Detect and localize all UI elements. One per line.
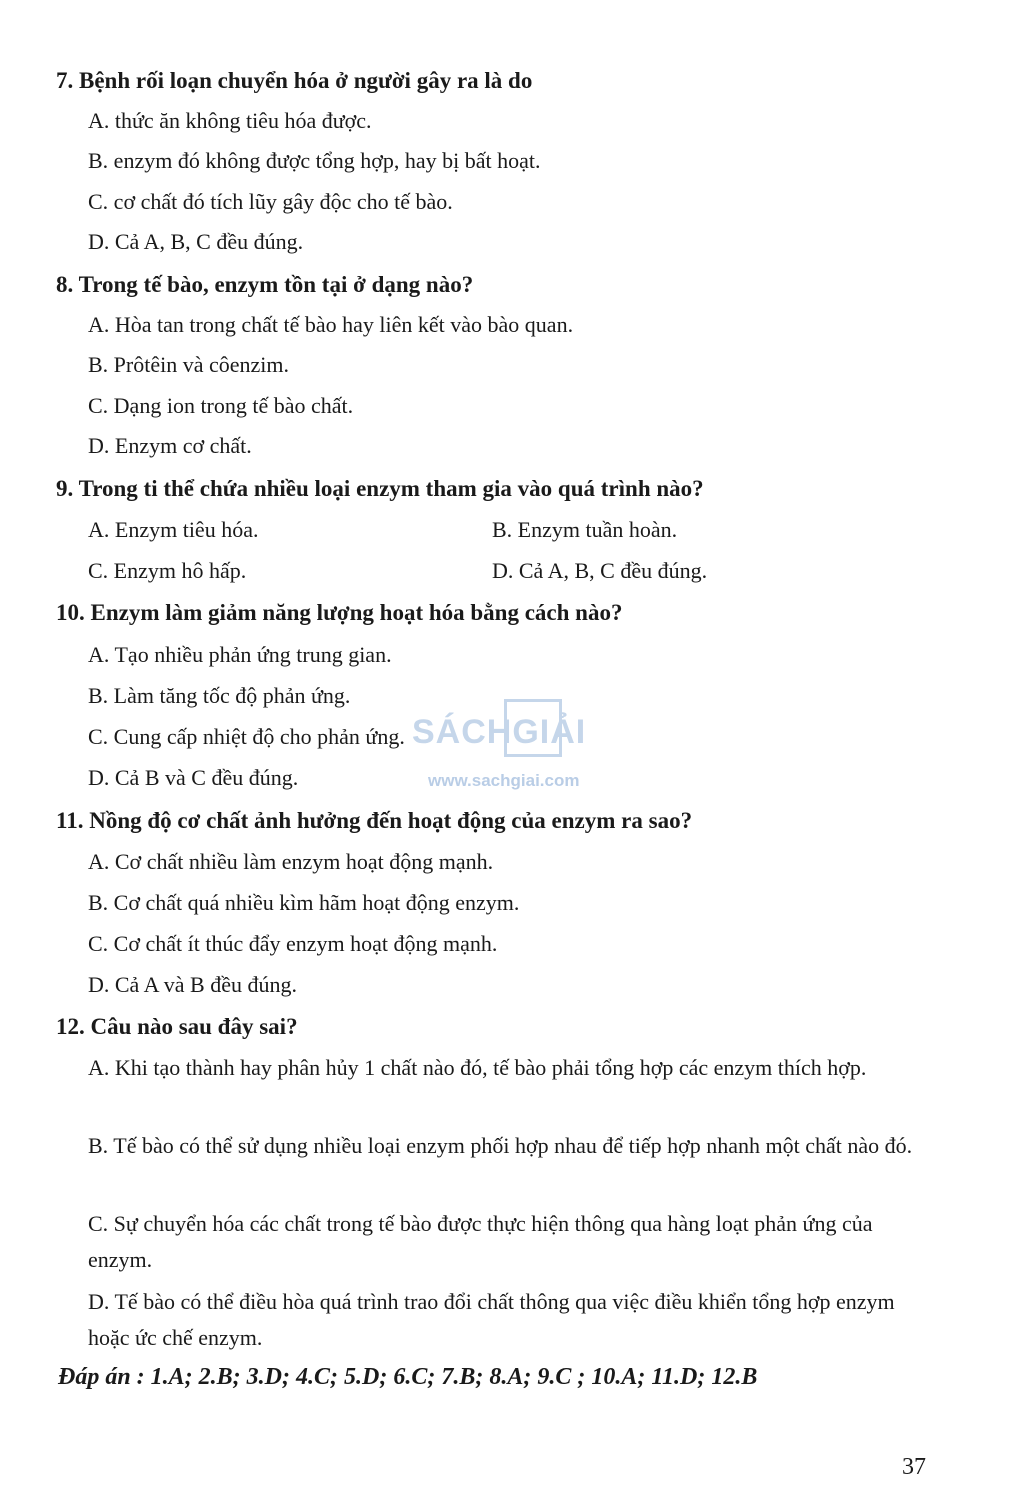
question-9-option-a: A. Enzym tiêu hóa. <box>88 517 259 542</box>
question-8-option-a: A. Hòa tan trong chất tế bào hay liên kết vào bào quan. <box>88 312 574 337</box>
question-11-option-a: A. Cơ chất nhiều làm enzym hoạt động mạnh. <box>88 849 494 874</box>
question-10-option-d: D. Cả B và C đều đúng. <box>88 765 299 790</box>
watermark-title: SÁCHGIẢI <box>412 713 587 751</box>
question-12-option-b: B. Tế bào có thể sử dụng nhiều loại enzym phối hợp nhau để tiếp hợp nhanh một chất nào đó. <box>88 1133 913 1158</box>
question-9-title: 9. Trong ti thể chứa nhiều loại enzym tham gia vào quá trình nào? <box>56 476 704 501</box>
question-8-option-d: D. Enzym cơ chất. <box>88 433 252 458</box>
question-9-option-d: D. Cả A, B, C đều đúng. <box>492 558 708 583</box>
question-7-option-d: D. Cả A, B, C đều đúng. <box>88 229 304 254</box>
question-10-title: 10. Enzym làm giảm năng lượng hoạt hóa bằng cách nào? <box>56 600 623 625</box>
page-number: 37 <box>902 1454 926 1480</box>
question-8-title: 8. Trong tế bào, enzym tồn tại ở dạng nào? <box>56 272 474 297</box>
question-12-option-a: A. Khi tạo thành hay phân hủy 1 chất nào đó, tế bào phải tổng hợp các enzym thích hợp. <box>88 1055 867 1080</box>
question-7-option-b: B. enzym đó không được tổng hợp, hay bị bất hoạt. <box>88 148 541 173</box>
answer-key: Đáp án : 1.A; 2.B; 3.D; 4.C; 5.D; 6.C; 7.B; 8.A; 9.C ; 10.A; 11.D; 12.B <box>58 1364 758 1390</box>
question-9-option-c: C. Enzym hô hấp. <box>88 558 247 583</box>
question-11-option-d: D. Cả A và B đều đúng. <box>88 972 297 997</box>
question-11-option-c: C. Cơ chất ít thúc đẩy enzym hoạt động mạnh. <box>88 931 498 956</box>
question-12-title: 12. Câu nào sau đây sai? <box>56 1014 298 1039</box>
sachgiai-watermark <box>412 693 622 793</box>
question-11-option-b: B. Cơ chất quá nhiều kìm hãm hoạt động enzym. <box>88 890 520 915</box>
watermark-url: www.sachgiai.com <box>428 771 580 790</box>
question-7-option-a: A. thức ăn không tiêu hóa được. <box>88 108 372 133</box>
question-8-option-c: C. Dạng ion trong tế bào chất. <box>88 393 354 418</box>
question-10-option-b: B. Làm tăng tốc độ phản ứng. <box>88 683 351 708</box>
question-10-option-a: A. Tạo nhiều phản ứng trung gian. <box>88 642 392 667</box>
question-9-option-b: B. Enzym tuần hoàn. <box>492 517 678 542</box>
question-11-title: 11. Nồng độ cơ chất ảnh hưởng đến hoạt động của enzym ra sao? <box>56 808 693 833</box>
question-7-title: 7. Bệnh rối loạn chuyển hóa ở người gây ra là do <box>56 68 533 93</box>
question-10-option-c: C. Cung cấp nhiệt độ cho phản ứng. <box>88 724 405 749</box>
question-12-option-d: D. Tế bào có thể điều hòa quá trình trao đổi chất thông qua việc điều khiển tổng hợp enzym hoặc ức chế enzym. <box>88 1289 895 1350</box>
question-7-option-c: C. cơ chất đó tích lũy gây độc cho tế bào. <box>88 189 453 214</box>
question-12-option-c: C. Sự chuyển hóa các chất trong tế bào được thực hiện thông qua hàng loạt phản ứng của enzym. <box>88 1211 873 1272</box>
question-8-option-b: B. Prôtêin và côenzim. <box>88 352 290 377</box>
